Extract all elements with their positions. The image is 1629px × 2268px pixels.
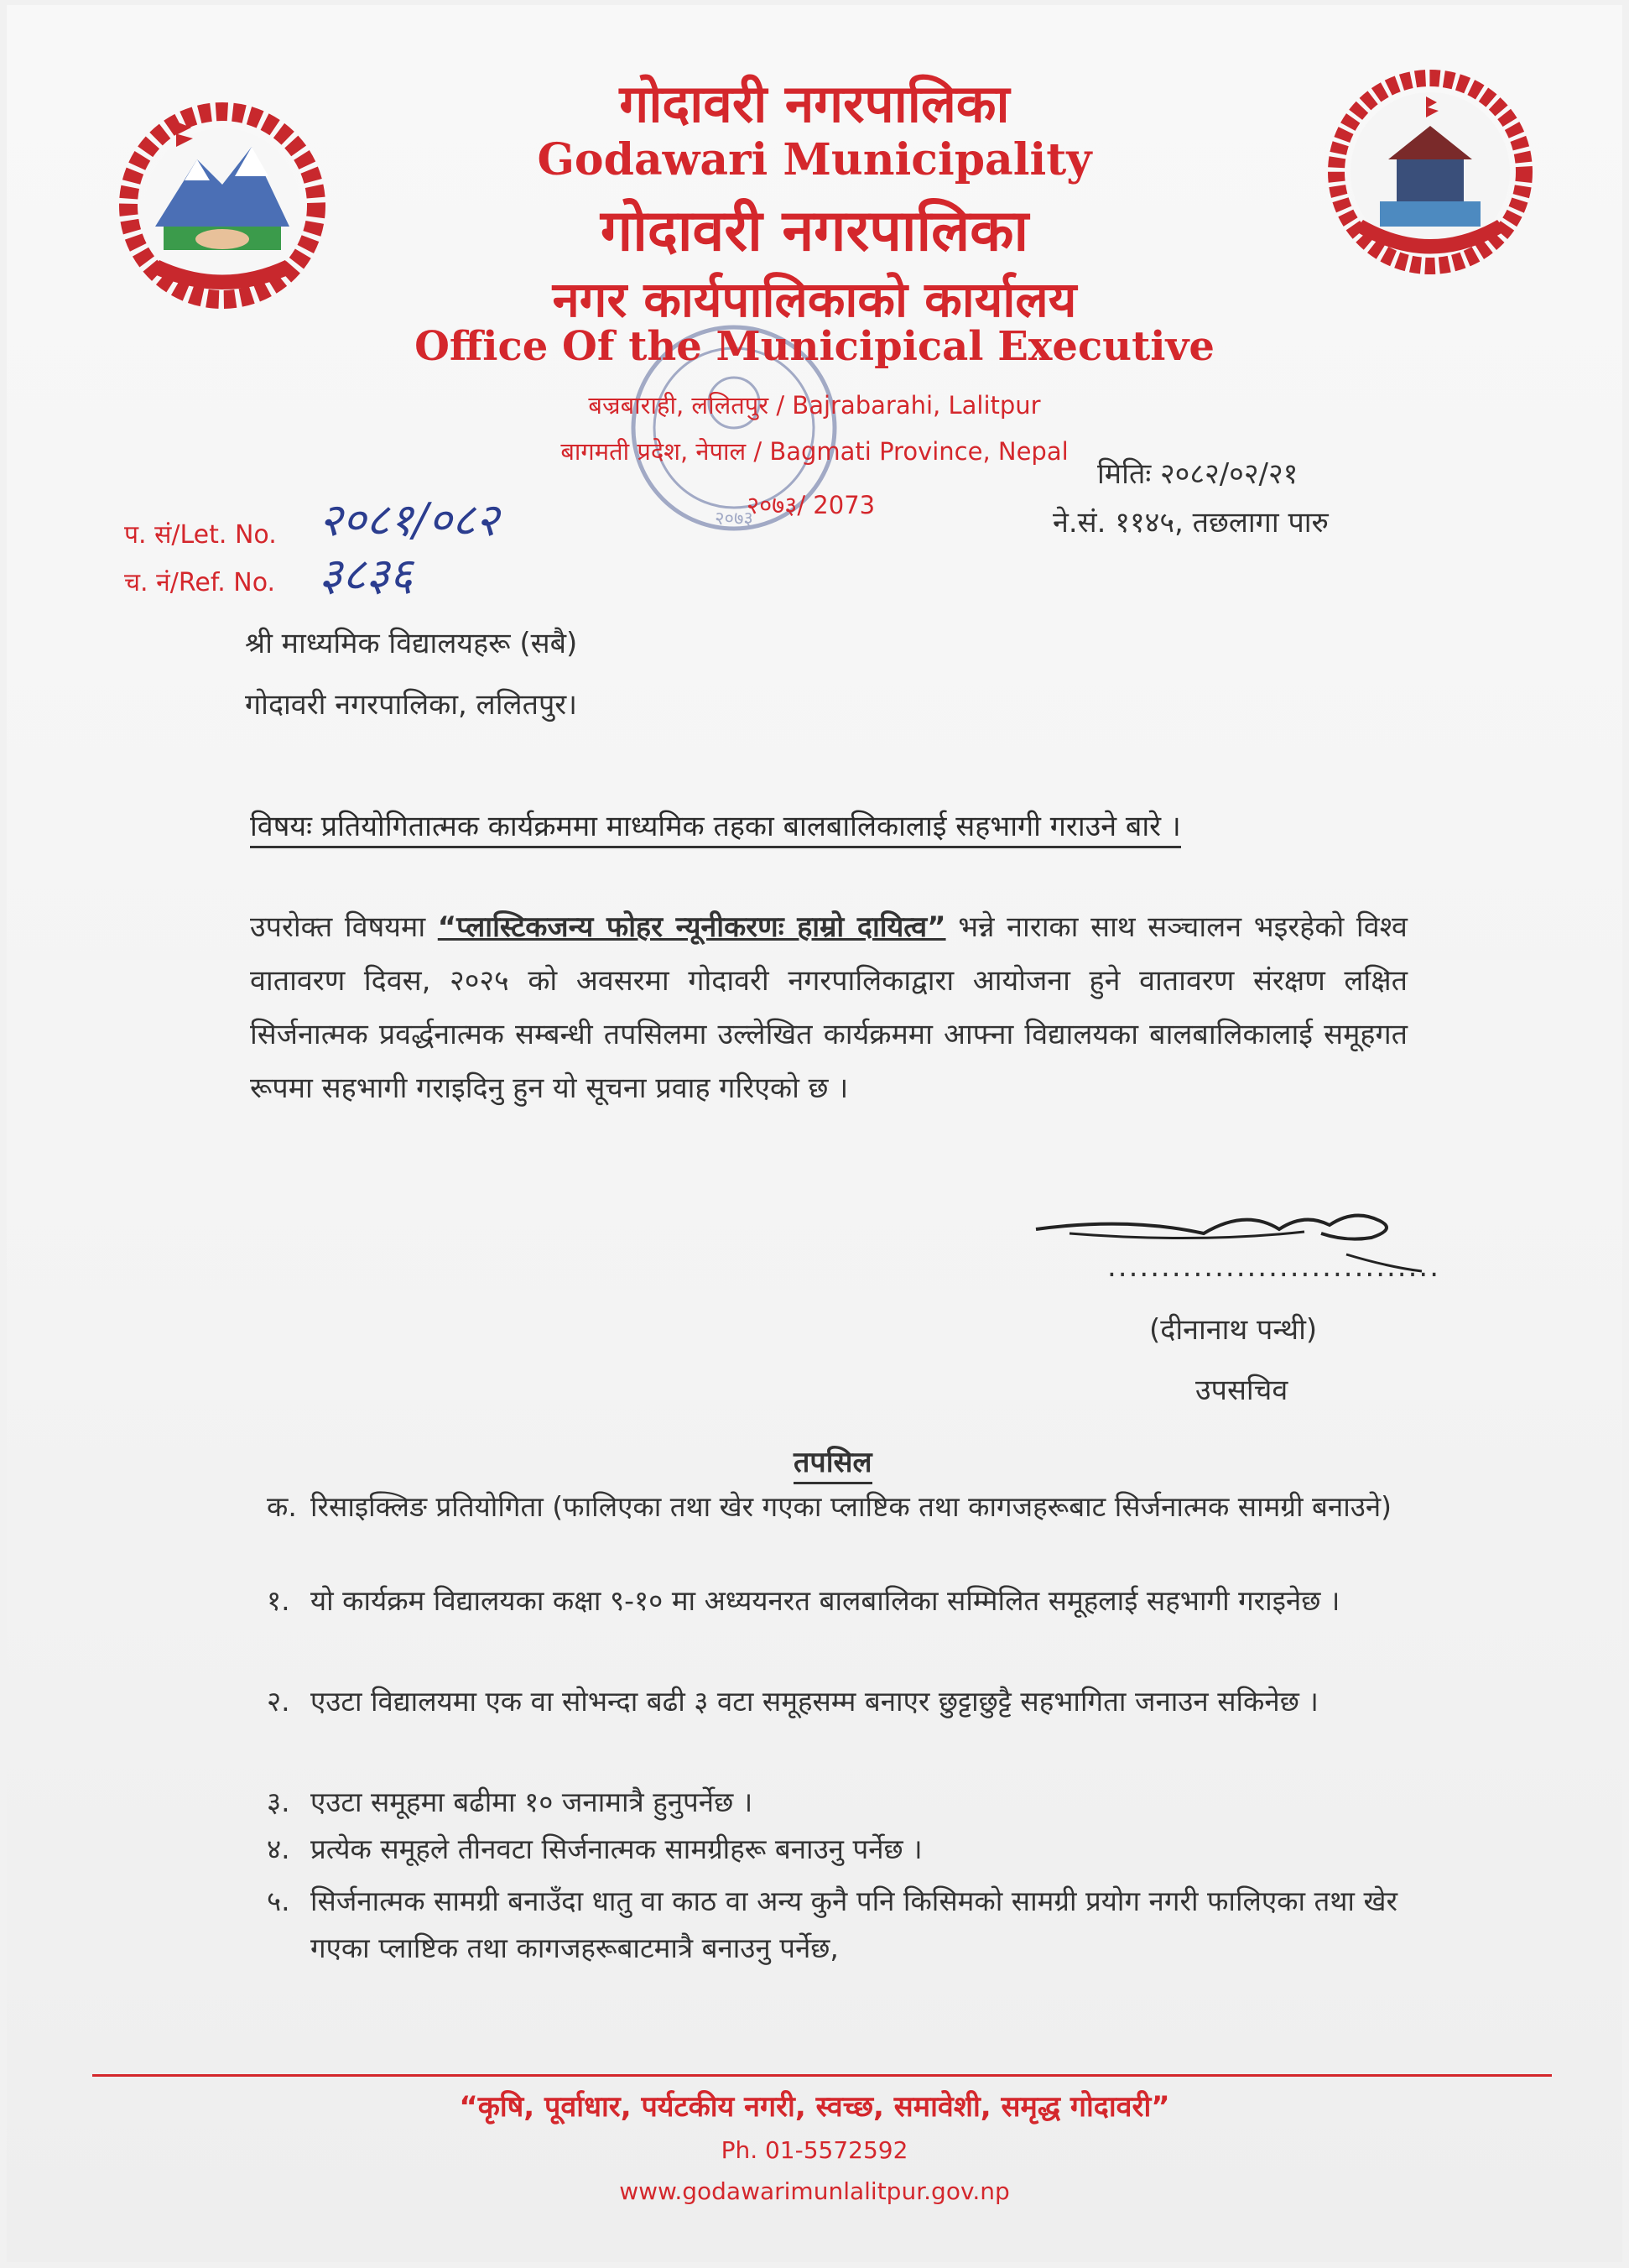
footer-motto: “कृषि, पूर्वाधार, पर्यटकीय नगरी, स्वच्छ, समावेशी, समृद्ध गोदावरी” bbox=[459, 2090, 1170, 2124]
point-1-number: १. bbox=[267, 1584, 290, 1617]
point-2-number: २. bbox=[267, 1685, 290, 1718]
recipient-line-1: श्री माध्यमिक विद्यालयहरू (सबै) bbox=[245, 627, 578, 660]
body-part-2: भन्ने नाराका साथ सञ्चालन भइरहेको विश्व वातावरण दिवस, २०२५ को अवसरमा गोदावरी नगरपालिकाद्वारा आयोजना हुने वातावरण संरक्षण लक्षित सिर्जनात्मक प्रवर्द्धनात्मक सम्बन्धी तपसिलमा उल्लेखित कार्यक्रममा आफ्ना विद्यालयका बालबालिकालाई समूहगत रूपमा सहभागी गराइदिनु हुन यो सूचना प्रवाह गरिएको छ । bbox=[250, 910, 1408, 1105]
point-4-text: प्रत्येक समूहले तीनवटा सिर्जनात्मक सामग्रीहरू बनाउनु पर्नेछ । bbox=[310, 1833, 923, 1865]
reference-number-label: च. नं/Ref. No. bbox=[124, 568, 276, 597]
footer-phone: Ph. 01-5572592 bbox=[721, 2136, 908, 2164]
point-3-text: एउटा समूहमा बढीमा १० जनामात्रै हुनुपर्नेछ । bbox=[310, 1786, 753, 1818]
office-name-np: नगर कार्यपालिकाको कार्यालय bbox=[552, 271, 1077, 328]
municipality-name-en: Godawari Municipality bbox=[537, 134, 1092, 185]
municipality-name-np: गोदावरी नगरपालिका bbox=[619, 73, 1010, 134]
point-2-text: एउटा विद्यालयमा एक वा सोभन्दा बढी ३ वटा समूहसम्म बनाएर छुट्टाछुट्टै सहभागिता जनाउन सकिनेछ । bbox=[310, 1685, 1319, 1718]
footer-website[interactable]: www.godawarimunlalitpur.gov.np bbox=[619, 2177, 1010, 2205]
point-1-text: यो कार्यक्रम विद्यालयका कक्षा ९-१० मा अध्ययनरत बालबालिका सम्मिलित समूहलाई सहभागी गराइनेछ । bbox=[310, 1584, 1340, 1617]
tapasil-heading: तपसिल bbox=[794, 1442, 872, 1484]
body-part-1: उपरोक्त विषयमा bbox=[250, 910, 438, 944]
item-ka-label: क. bbox=[267, 1490, 297, 1523]
reference-number-value: ३८३६ bbox=[319, 548, 414, 601]
signature-dotted-line: ............................... bbox=[1107, 1250, 1441, 1284]
point-5-text: सिर्जनात्मक सामग्री बनाउँदा धातु वा काठ वा अन्य कुनै पनि किसिमको सामग्री प्रयोग नगरी फालिएका तथा खेर गएका प्लाष्टिक तथा कागजहरूबाटमात्रै बनाउनु पर्नेछ, bbox=[310, 1885, 1397, 1964]
nepal-sambat-date: ने.सं. ११४५, तछलागा पारु bbox=[1053, 506, 1329, 540]
address-line-2: बागमती प्रदेश, नेपाल / Bagmati Province, Nepal bbox=[560, 437, 1069, 466]
municipality-name-np-stylized: गोदावरी नगरपालिका bbox=[600, 197, 1029, 264]
signatory-name: (दीनानाथ पन्थी) bbox=[1149, 1313, 1318, 1347]
letter-subject: विषयः प्रतियोगितात्मक कार्यक्रममा माध्यमिक तहका बालबालिकालाई सहभागी गराउने बारे । bbox=[250, 806, 1181, 848]
body-slogan: “प्लास्टिकजन्य फोहर न्यूनीकरणः हाम्रो दायित्व” bbox=[437, 910, 946, 944]
letter-body bbox=[250, 900, 1408, 1115]
letter-number-value: २०८१/०८२ bbox=[319, 493, 499, 546]
letter-date: मितिः २०८२/०२/२१ bbox=[1097, 457, 1299, 491]
seal-year: २०७३ bbox=[715, 508, 753, 529]
recipient-line-2: गोदावरी नगरपालिका, ललितपुर। bbox=[245, 688, 578, 722]
letter-number-label: प. सं/Let. No. bbox=[124, 520, 277, 550]
point-4-number: ४. bbox=[267, 1833, 290, 1865]
point-3-number: ३. bbox=[267, 1786, 290, 1818]
address-line-1: बज्रबाराही, ललितपुर / Bajrabarahi, Lalitpur bbox=[588, 391, 1041, 420]
point-5-number: ५. bbox=[267, 1885, 290, 1917]
established-year: २०७३/ 2073 bbox=[747, 491, 876, 519]
office-name-en: Office Of the Municipical Executive bbox=[414, 323, 1215, 370]
footer-divider bbox=[92, 2074, 1552, 2077]
item-ka-text: रिसाइक्लिङ प्रतियोगिता (फालिएका तथा खेर गएका प्लाष्टिक तथा कागजहरूबाट सिर्जनात्मक सामग्री बनाउने) bbox=[310, 1490, 1392, 1523]
signatory-title: उपसचिव bbox=[1195, 1374, 1288, 1407]
